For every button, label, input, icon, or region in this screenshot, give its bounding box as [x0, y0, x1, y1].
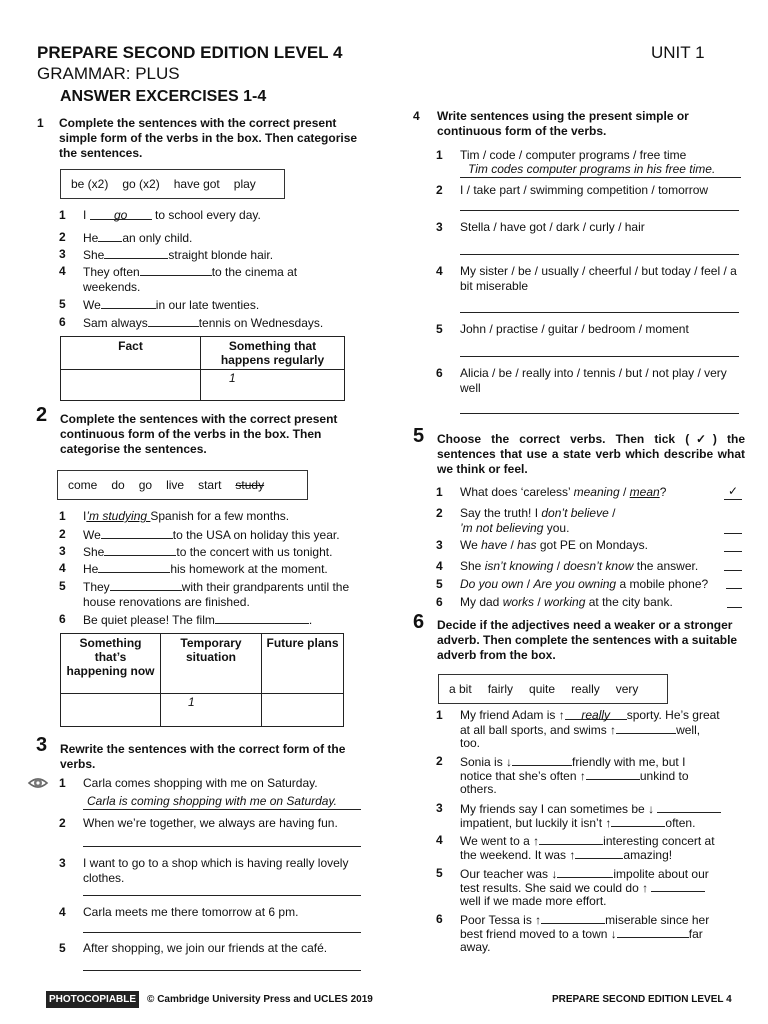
sentence-line: best friend moved to a town ↓ far	[460, 927, 703, 941]
word-box-item: go (x2)	[122, 176, 160, 191]
exercise-number: 4	[413, 109, 420, 123]
exercise-number: 1	[37, 116, 44, 130]
item-number: 4	[436, 833, 443, 847]
word-box-item: live	[166, 477, 185, 492]
answer-line[interactable]: Carla is coming shopping with me on Saturday.	[83, 794, 361, 810]
item-number: 6	[436, 595, 443, 609]
verb-option[interactable]: meaning	[573, 485, 620, 499]
word-box-item: have got	[173, 176, 220, 191]
sentence: Alicia / be / really into / tennis / but / not play / very well	[460, 366, 727, 395]
sentence: He his homework at the moment.	[83, 562, 328, 576]
exercise-instruction: Decide if the adjectives need a weaker or a stronger adverb. Then complete the sentences with a suitable adverb from the box.	[437, 618, 738, 662]
word-box-item: fairly	[487, 681, 514, 696]
item-number: 4	[59, 264, 66, 278]
table-cell[interactable]	[262, 694, 344, 727]
sentence: My friend Adam is ↑ really sporty. He’s great	[460, 708, 720, 722]
page-title: PREPARE SECOND EDITION LEVEL 4	[37, 43, 343, 62]
sentence: Carla comes shopping with me on Saturday.	[83, 776, 318, 790]
exercise-instruction: Complete the sentences with the correct present continuous form of the verbs in the box. Then categorise the sentences.	[60, 412, 338, 456]
verb-option[interactable]: works	[502, 595, 535, 609]
word-box-item: really	[571, 681, 600, 696]
item-number: 1	[59, 776, 66, 790]
item-number: 6	[436, 912, 443, 926]
sentence: What does ‘careless’ meaning / mean?	[460, 485, 667, 499]
footer-right: PREPARE SECOND EDITION LEVEL 4	[552, 994, 732, 1005]
section-heading: ANSWER EXCERCISES 1-4	[60, 88, 267, 105]
sentence: They with their grandparents until the house renovations are finished.	[83, 580, 350, 609]
answer-blank[interactable]	[557, 866, 613, 878]
eye-icon	[27, 775, 49, 791]
verb-option[interactable]: doesn’t know	[563, 559, 634, 573]
sentence: Do you own / Are you owning a mobile phone?	[460, 577, 709, 591]
sentence: He an only child.	[83, 231, 193, 245]
answer-line[interactable]	[83, 846, 361, 847]
item-number: 2	[59, 527, 66, 541]
sentence: She straight blonde hair.	[83, 248, 274, 262]
word-box-item: a bit	[449, 681, 472, 696]
item-number: 6	[436, 366, 443, 380]
answer-blank[interactable]	[98, 561, 170, 573]
item-number: 5	[436, 322, 443, 336]
sentence: Our teacher was ↓ impolite about our	[460, 867, 709, 881]
sentence: Stella / have got / dark / curly / hair	[460, 220, 645, 234]
item-number: 2	[436, 183, 443, 197]
answer-line[interactable]	[83, 895, 361, 896]
sentence: I / take part / swimming competition / tomorrow	[460, 183, 709, 197]
verb-option[interactable]: Do you own	[460, 577, 524, 591]
answer-blank[interactable]	[140, 264, 212, 276]
item-number: 3	[436, 538, 443, 552]
verb-option[interactable]: ’m not believing	[460, 521, 544, 535]
answer-line[interactable]	[460, 312, 739, 313]
word-box-item-used: study	[235, 477, 265, 492]
answer-blank[interactable]	[611, 815, 665, 827]
copyright: © Cambridge University Press and UCLES 2019	[147, 994, 373, 1005]
footer-left	[46, 991, 373, 1008]
sentence-line: notice that she’s often ↑ unkind to	[460, 769, 689, 783]
exercise-number: 5	[413, 425, 425, 447]
item-number: 1	[436, 148, 443, 162]
sentence: Say the truth! I don’t believe / ’m not believing you.	[460, 506, 616, 535]
answer-blank[interactable]	[657, 801, 721, 813]
word-box-item: do	[111, 477, 125, 492]
sentence-line: away.	[460, 940, 491, 954]
tick-box[interactable]: ✓	[724, 484, 742, 500]
answer-blank[interactable]: ’m studying	[86, 509, 151, 523]
item-number: 1	[59, 208, 66, 222]
answer-line[interactable]	[460, 413, 739, 414]
answer-blank[interactable]	[215, 612, 309, 624]
table-cell[interactable]	[61, 694, 161, 727]
verb-option[interactable]: working	[544, 595, 586, 609]
answer-blank[interactable]	[616, 722, 676, 734]
item-number: 1	[436, 708, 443, 722]
answer-blank[interactable]	[541, 912, 605, 924]
table-header: Temporary situation	[161, 634, 262, 694]
item-number: 2	[59, 816, 66, 830]
sentence: She isn’t knowing / doesn’t know the answer.	[460, 559, 699, 573]
sentence: Poor Tessa is ↑ miserable since her	[460, 913, 710, 927]
table-cell[interactable]	[61, 370, 201, 401]
sentence: Tim / code / computer programs / free time	[460, 148, 687, 162]
item-number: 1	[59, 509, 66, 523]
answer-line[interactable]: Tim codes computer programs in his free time.	[460, 162, 741, 178]
exercise-instruction: Choose the correct verbs. Then tick (✓) the sentences that use a state verb which describe what we think or feel.	[437, 432, 745, 476]
answer-blank[interactable]: go	[90, 208, 152, 220]
sentence-line: the weekend. It was ↑ amazing!	[460, 848, 673, 862]
photocopiable-badge: PHOTOCOPIABLE	[46, 991, 139, 1008]
item-number: 4	[59, 561, 66, 575]
sentence-line: too.	[460, 736, 481, 750]
item-number: 3	[59, 856, 66, 870]
item-number: 3	[436, 801, 443, 815]
sentence: Be quiet please! The film .	[83, 613, 313, 627]
unit-label: UNIT 1	[651, 43, 705, 62]
item-number: 5	[436, 866, 443, 880]
sentence: They often to the cinema at weekends.	[83, 265, 298, 294]
answer-blank[interactable]	[104, 247, 168, 259]
verb-option-selected[interactable]: mean	[629, 485, 660, 499]
item-number: 4	[436, 264, 443, 278]
word-box-item: be (x2)	[71, 176, 109, 191]
verb-option[interactable]: isn’t knowing	[484, 559, 554, 573]
verb-option[interactable]: have	[481, 538, 508, 552]
exercise-instruction: Complete the sentences with the correct present simple form of the verbs in the box. Then categorise the sentences.	[59, 116, 358, 160]
answer-blank[interactable]	[98, 230, 122, 242]
sentence-line: well if we made more effort.	[460, 894, 607, 908]
answer-blank[interactable]: really	[565, 708, 627, 720]
item-number: 3	[59, 247, 66, 261]
tick-box[interactable]	[724, 522, 742, 534]
word-box	[438, 674, 668, 704]
table-cell[interactable]: 1	[161, 694, 262, 727]
table-header: Something that’s happening now	[61, 634, 161, 694]
item-number: 3	[436, 220, 443, 234]
page-subtitle: GRAMMAR: PLUS	[37, 64, 180, 83]
sentence: I want to go to a shop which is having really lovely clothes.	[83, 856, 349, 885]
word-box-item: go	[138, 477, 153, 492]
item-number: 4	[436, 559, 443, 573]
sentence: My dad works / working at the city bank.	[460, 595, 673, 609]
sentence: We to the USA on holiday this year.	[83, 528, 340, 542]
item-number: 6	[59, 612, 66, 626]
sentence: We went to a ↑ interesting concert at	[460, 834, 715, 848]
item-number: 2	[59, 230, 66, 244]
answer-blank[interactable]	[651, 880, 705, 892]
sentence: I go to school every day.	[83, 208, 261, 222]
tick-box[interactable]	[724, 540, 742, 552]
item-number: 5	[59, 297, 66, 311]
sentence-line: impatient, but luckily it isn’t ↑ often.	[460, 816, 696, 830]
sentence: I’m studying Spanish for a few months.	[83, 509, 290, 523]
item-number: 5	[436, 577, 443, 591]
item-number: 6	[59, 315, 66, 329]
word-box-item: very	[615, 681, 639, 696]
answer-blank[interactable]	[101, 297, 156, 309]
table-header: Something that happens regularly	[201, 337, 345, 370]
item-number: 3	[59, 544, 66, 558]
verb-option[interactable]: don’t believe	[541, 506, 609, 520]
verb-option[interactable]: Are you owning	[533, 577, 617, 591]
sentence-line: others.	[460, 782, 497, 796]
answer-blank[interactable]	[148, 315, 199, 327]
answer-line[interactable]	[460, 356, 739, 357]
category-table	[60, 633, 344, 727]
item-number: 2	[436, 754, 443, 768]
sentence: John / practise / guitar / bedroom / moment	[460, 322, 689, 336]
exercise-number: 3	[36, 734, 48, 756]
word-box-item: start	[198, 477, 222, 492]
word-box	[60, 169, 285, 199]
sentence: We have / has got PE on Mondays.	[460, 538, 648, 552]
category-table	[60, 336, 345, 401]
exercise-instruction: Rewrite the sentences with the correct form of the verbs.	[60, 742, 346, 771]
item-number: 5	[59, 579, 66, 593]
verb-option[interactable]: has	[517, 538, 537, 552]
answer-blank[interactable]	[539, 833, 603, 845]
answer-blank[interactable]	[586, 768, 640, 780]
answer-blank[interactable]	[617, 926, 689, 938]
answer-blank[interactable]	[575, 847, 623, 859]
item-number: 4	[59, 905, 66, 919]
tick-box[interactable]	[727, 596, 742, 608]
item-number: 2	[436, 506, 443, 520]
sentence-line: at all ball sports, and swims ↑ well,	[460, 723, 701, 737]
sentence: Sam always tennis on Wednesdays.	[83, 316, 324, 330]
table-cell[interactable]: 1	[201, 370, 345, 401]
answer-line[interactable]	[83, 970, 361, 971]
item-number: 1	[436, 485, 443, 499]
sentence: When we’re together, we always are having fun.	[83, 816, 338, 830]
item-number: 5	[59, 941, 66, 955]
sentence: Carla meets me there tomorrow at 6 pm.	[83, 905, 299, 919]
sentence: She to the concert with us tonight.	[83, 545, 333, 559]
answer-line[interactable]	[460, 210, 739, 211]
word-box-item: play	[233, 176, 256, 191]
exercise-number: 6	[413, 611, 425, 633]
sentence: My sister / be / usually / cheerful / but today / feel / a bit miserable	[460, 264, 737, 293]
answer-line[interactable]	[83, 932, 361, 933]
sentence: My friends say I can sometimes be ↓	[460, 801, 721, 817]
sentence: We in our late twenties.	[83, 298, 260, 312]
exercise-instruction: Write sentences using the present simple or continuous form of the verbs.	[437, 109, 689, 138]
answer-blank[interactable]	[512, 754, 572, 766]
table-header: Fact	[61, 337, 201, 370]
sentence: After shopping, we join our friends at the café.	[83, 941, 328, 955]
sentence-line: test results. She said we could do ↑	[460, 880, 705, 896]
answer-blank[interactable]	[101, 527, 173, 539]
word-box-item: quite	[529, 681, 556, 696]
exercise-number: 2	[36, 404, 48, 426]
word-box	[57, 470, 308, 500]
word-box-item: come	[68, 477, 98, 492]
answer-blank[interactable]	[104, 544, 176, 556]
sentence: Sonia is ↓ friendly with me, but I	[460, 755, 686, 769]
table-header: Future plans	[262, 634, 344, 694]
answer-line[interactable]	[460, 254, 739, 255]
tick-box[interactable]	[726, 577, 742, 589]
tick-box[interactable]	[724, 559, 742, 571]
answer-blank[interactable]	[110, 579, 182, 591]
